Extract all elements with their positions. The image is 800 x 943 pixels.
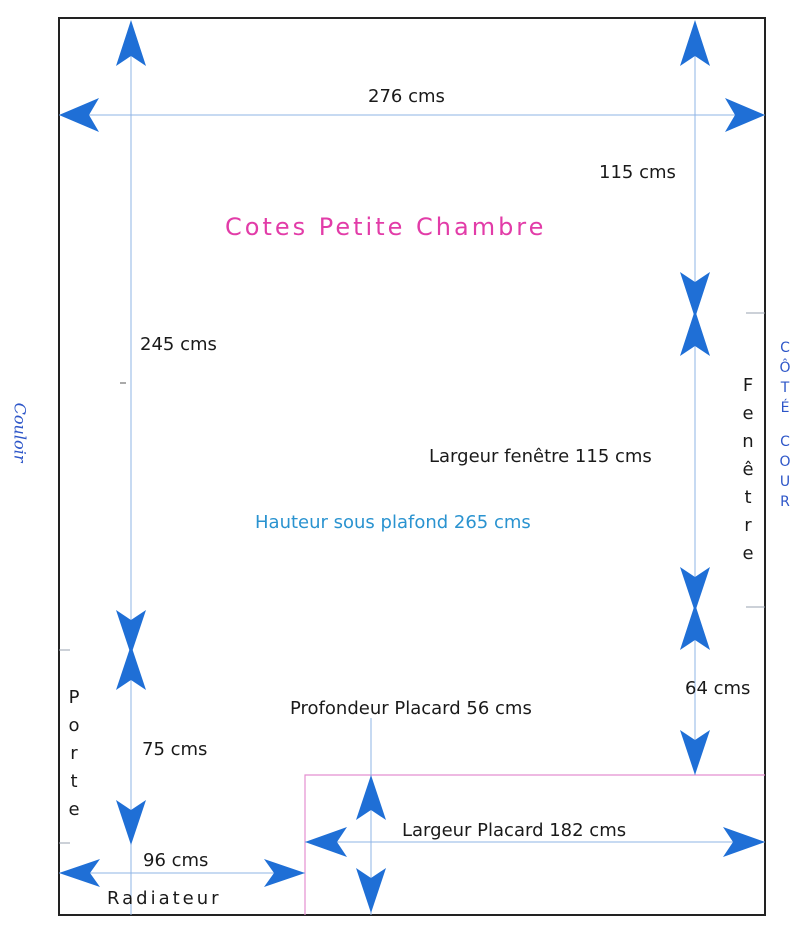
courtyard-side-note: C Ô T É C O U R: [779, 340, 791, 510]
wall-ticks: [59, 313, 765, 843]
door-label: P o r t e: [68, 687, 80, 820]
radiator-label: Radiateur: [107, 888, 222, 909]
door-height-label: 75 cms: [142, 739, 208, 760]
window-label: F e n ê t r e: [742, 375, 754, 564]
closet-width-label: Largeur Placard 182 cms: [402, 820, 627, 841]
room-outline: [59, 18, 765, 915]
window-width-label: Largeur fenêtre 115 cms: [429, 446, 652, 467]
dimension-arrows: [59, 20, 765, 913]
window-top-offset-label: 115 cms: [599, 162, 676, 183]
radiator-width-label: 96 cms: [143, 850, 209, 871]
ceiling-height-label: Hauteur sous plafond 265 cms: [255, 512, 531, 533]
page-title: Cotes Petite Chambre: [225, 213, 547, 241]
closet-depth-label: Profondeur Placard 56 cms: [290, 698, 532, 719]
top-width-label: 276 cms: [368, 86, 445, 107]
left-wall-upper-label: 245 cms: [140, 334, 217, 355]
window-bottom-offset-label: 64 cms: [685, 678, 751, 699]
corridor-note: Couloir: [10, 402, 30, 463]
dimension-lines: [59, 22, 765, 915]
